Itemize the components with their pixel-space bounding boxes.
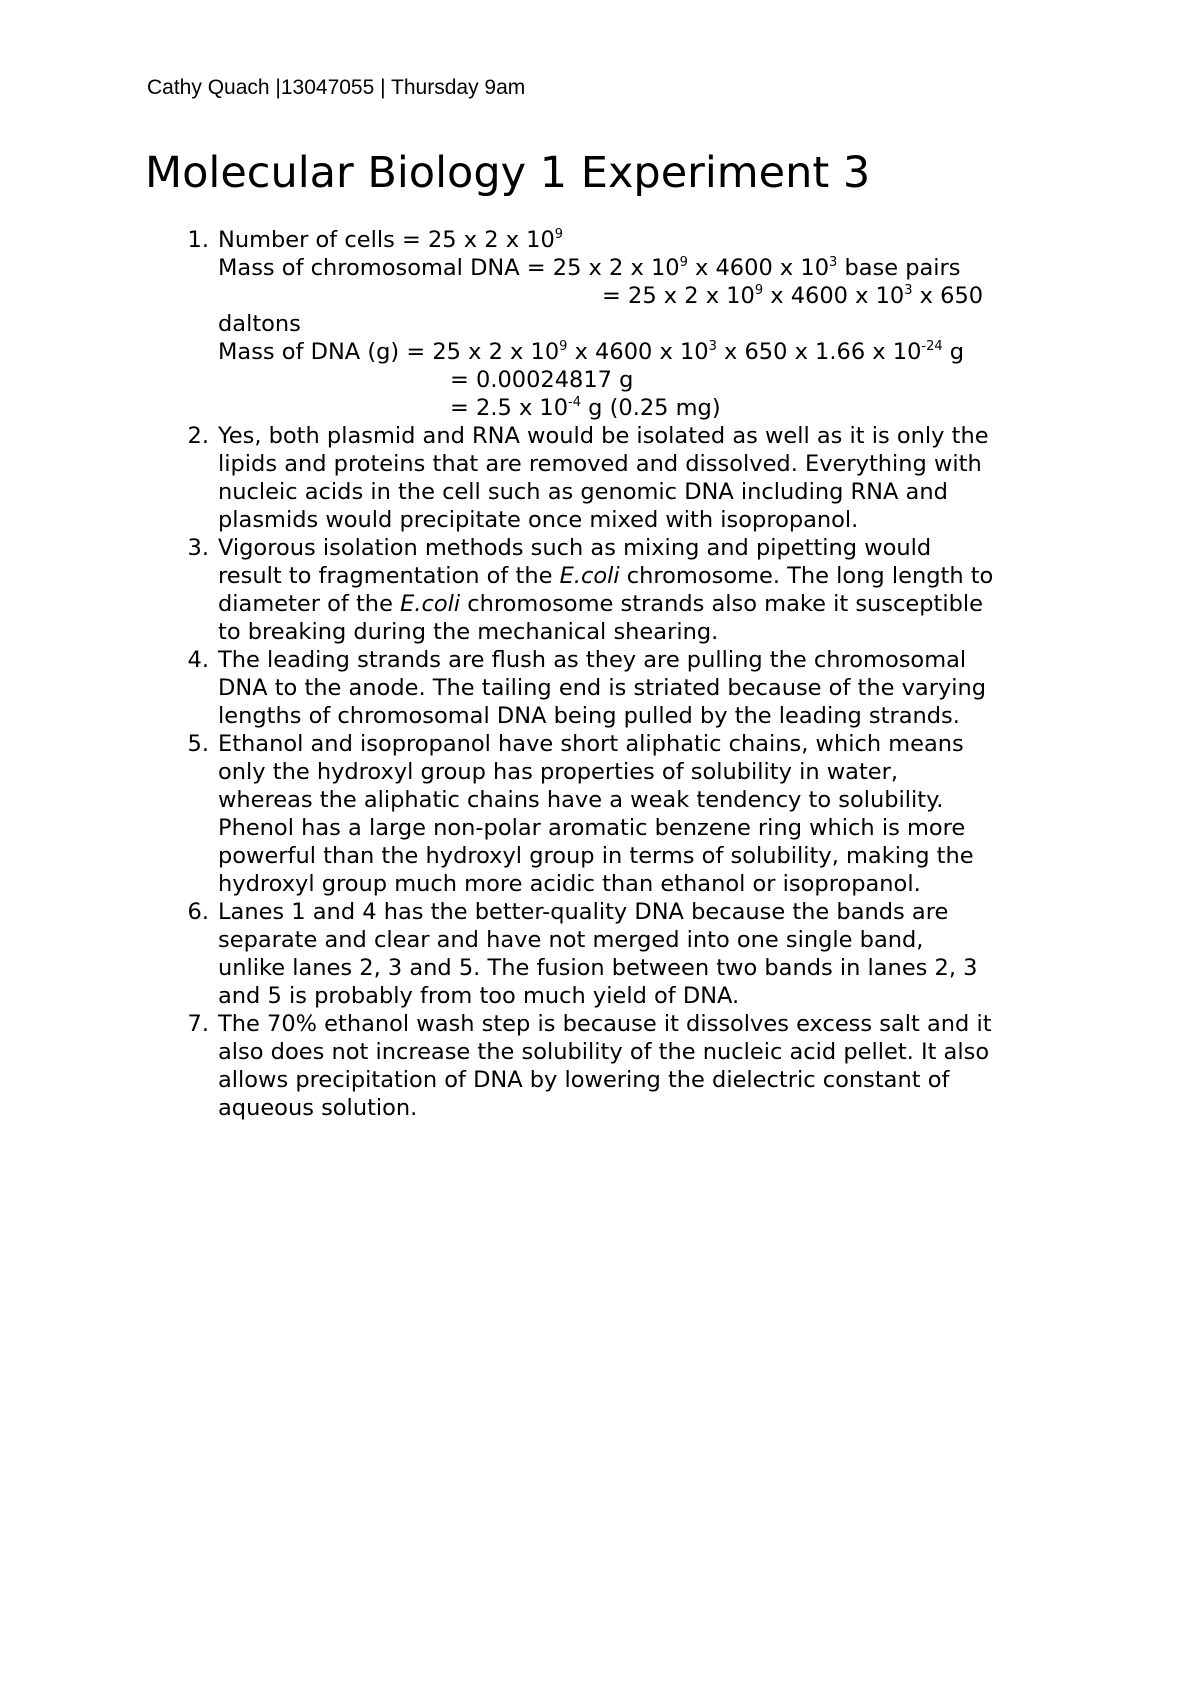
species-name: E.coli [400, 591, 461, 617]
answer-line: result to fragmentation of the E.coli chromosome. The long length to [218, 563, 994, 589]
answer-line: Lanes 1 and 4 has the better-quality DNA because the bands are [218, 899, 949, 925]
answer-number: 2. [187, 423, 209, 449]
answer-line: also does not increase the solubility of the nucleic acid pellet. It also [218, 1039, 990, 1065]
answer-line: lengths of chromosomal DNA being pulled by the leading strands. [218, 703, 960, 729]
answer-line: whereas the aliphatic chains have a weak tendency to solubility. [218, 787, 944, 813]
answer-line: lipids and proteins that are removed and dissolved. Everything with [218, 451, 982, 477]
answer-item-7 [187, 1010, 1118, 1122]
answer-item-5 [187, 730, 1118, 898]
answer-line: aqueous solution. [218, 1095, 418, 1121]
answer-line: = 25 x 2 x $10^9$ x 4600 x $10^3$ x 650 [602, 283, 984, 309]
species-name: E.coli [559, 563, 620, 589]
answer-number: 1. [187, 227, 209, 253]
answer-number: 4. [187, 647, 209, 673]
answer-line: Yes, both plasmid and RNA would be isolated as well as it is only the [218, 423, 989, 449]
answer-line: daltons [218, 311, 301, 337]
page-title: Molecular Biology 1 Experiment 3 [145, 148, 871, 198]
answer-line: to breaking during the mechanical shearing. [218, 619, 719, 645]
answer-line: separate and clear and have not merged into one single band, [218, 927, 924, 953]
answer-line: The leading strands are flush as they are pulling the chromosomal [218, 647, 967, 673]
answer-number: 3. [187, 535, 209, 561]
answer-line: plasmids would precipitate once mixed with isopropanol. [218, 507, 859, 533]
answer-line: nucleic acids in the cell such as genomic DNA including RNA and [218, 479, 948, 505]
answer-line: Number of cells = 25 x 2 x $10^9$ [218, 227, 564, 253]
answer-line: only the hydroxyl group has properties of solubility in water, [218, 759, 899, 785]
answer-item-2 [187, 422, 1118, 534]
answer-line: Ethanol and isopropanol have short aliphatic chains, which means [218, 731, 964, 757]
answer-number: 6. [187, 899, 209, 925]
answer-line: The 70% ethanol wash step is because it dissolves excess salt and it [218, 1011, 992, 1037]
answer-line: DNA to the anode. The tailing end is striated because of the varying [218, 675, 987, 701]
answer-line: powerful than the hydroxyl group in terms of solubility, making the [218, 843, 974, 869]
answer-number: 7. [187, 1011, 209, 1037]
answer-item-6 [187, 898, 1118, 1010]
document-header: Cathy Quach |13047055 | Thursday 9am [147, 76, 526, 99]
answer-line: unlike lanes 2, 3 and 5. The fusion between two bands in lanes 2, 3 [218, 955, 978, 981]
answer-line: Vigorous isolation methods such as mixing and pipetting would [218, 535, 932, 561]
answer-line: Mass of DNA (g) = 25 x 2 x $10^9$ x 4600 x $10^3$ x 650 x 1.66 x $10^{-24}$ g [218, 339, 965, 365]
answer-line: diameter of the E.coli chromosome strands also make it susceptible [218, 591, 983, 617]
answer-number: 5. [187, 731, 209, 757]
answer-line: Mass of chromosomal DNA = 25 x 2 x $10^9$ x 4600 x $10^3$ base pairs [218, 255, 961, 281]
answer-line: = 2.5 x $10^{-4}$ g (0.25 mg) [450, 395, 721, 421]
answer-item-4 [187, 646, 1118, 730]
answer-line: allows precipitation of DNA by lowering the dielectric constant of [218, 1067, 950, 1093]
answer-line: and 5 is probably from too much yield of DNA. [218, 983, 740, 1009]
answer-line: = 0.00024817 g [450, 367, 634, 393]
answer-line: hydroxyl group much more acidic than ethanol or isopropanol. [218, 871, 921, 897]
answer-line: Phenol has a large non-polar aromatic benzene ring which is more [218, 815, 966, 841]
answer-item-1 [187, 226, 1118, 422]
answer-item-3 [187, 534, 1118, 646]
answer-list [187, 226, 1118, 1122]
